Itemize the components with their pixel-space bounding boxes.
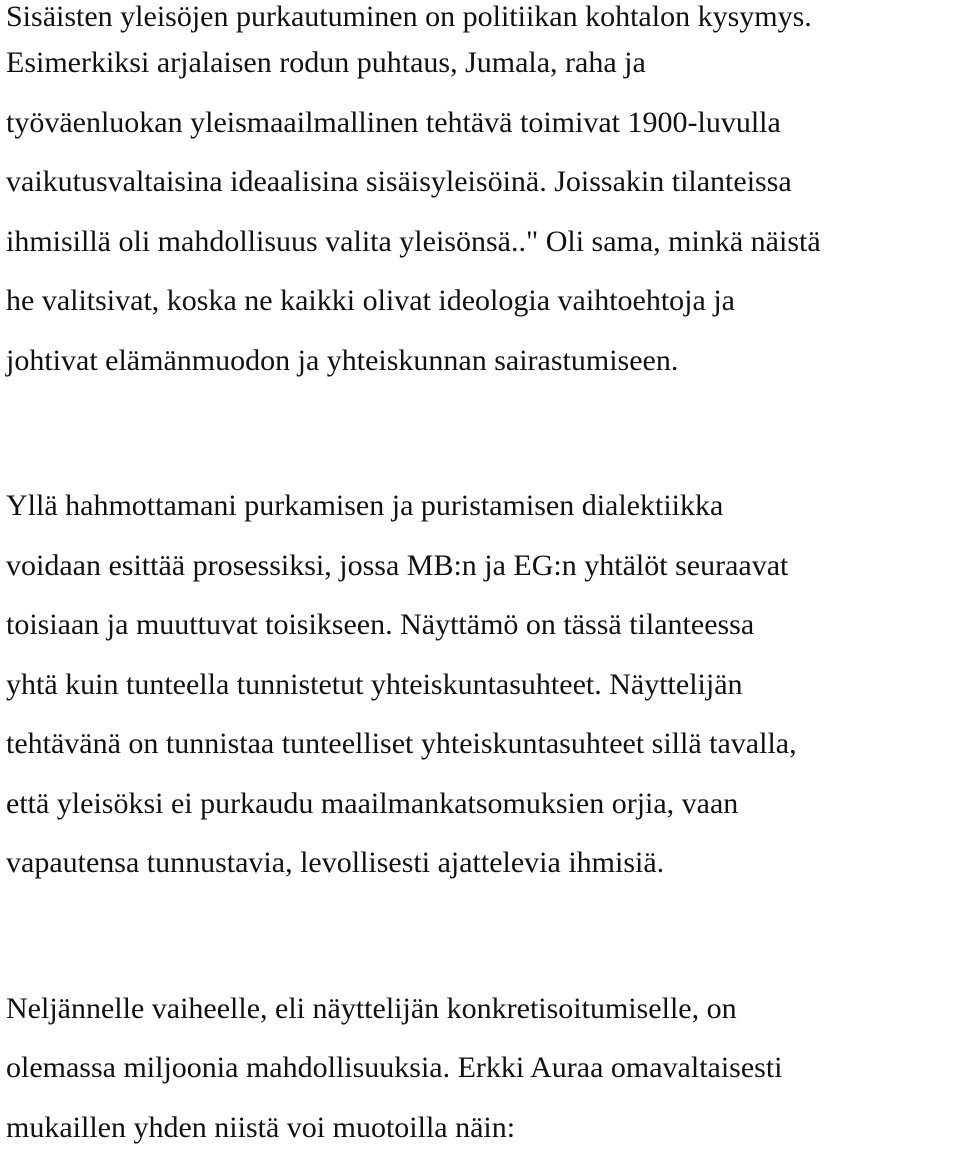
text-line: Neljännelle vaiheelle, eli näyttelijän konkretisoitumiselle, on xyxy=(6,991,737,1025)
paragraph-1 xyxy=(6,0,956,390)
paragraph-3 xyxy=(6,979,956,1158)
paragraph-2 xyxy=(6,476,956,893)
text-line: tehtävänä on tunnistaa tunteelliset yhteiskuntasuhteet sillä tavalla, xyxy=(6,727,797,760)
text-line: työväenluokan yleismaailmallinen tehtävä toimivat 1900-luvulla xyxy=(6,105,781,139)
text-line: Yllä hahmottamani purkamisen ja puristamisen dialektiikka xyxy=(6,489,724,522)
text-line: yhtä kuin tunteella tunnistetut yhteiskuntasuhteet. Näyttelijän xyxy=(6,667,743,701)
text-line: että yleisöksi ei purkaudu maailmankatsomuksien orjia, vaan xyxy=(6,786,739,820)
text-line: mukaillen yhden niistä voi muotoilla näin: xyxy=(6,1110,516,1144)
text-line: voidaan esittää prosessiksi, jossa MB:n ja EG:n yhtälöt seuraavat xyxy=(6,548,789,582)
text-line: Sisäisten yleisöjen purkautuminen on politiikan kohtalon kysymys. xyxy=(6,0,812,33)
document-page xyxy=(6,0,956,1157)
text-line: johtivat elämänmuodon ja yhteiskunnan sairastumiseen. xyxy=(6,343,679,377)
paragraph-spacer xyxy=(6,893,956,979)
paragraph-spacer xyxy=(6,390,956,476)
text-line: toisiaan ja muuttuvat toisikseen. Näyttämö on tässä tilanteessa xyxy=(6,608,755,641)
text-line: vaikutusvaltaisina ideaalisina sisäisyleisöinä. Joissakin tilanteissa xyxy=(6,165,792,198)
text-line: Esimerkiksi arjalaisen rodun puhtaus, Jumala, raha ja xyxy=(6,46,646,79)
text-line: olemassa miljoonia mahdollisuuksia. Erkki Auraa omavaltaisesti xyxy=(6,1051,783,1084)
text-line: vapautensa tunnustavia, levollisesti ajattelevia ihmisiä. xyxy=(6,846,665,879)
text-line: he valitsivat, koska ne kaikki olivat ideologia vaihtoehtoja ja xyxy=(6,284,735,317)
text-line: ihmisillä oli mahdollisuus valita yleisönsä.." Oli sama, minkä näistä xyxy=(6,224,821,258)
